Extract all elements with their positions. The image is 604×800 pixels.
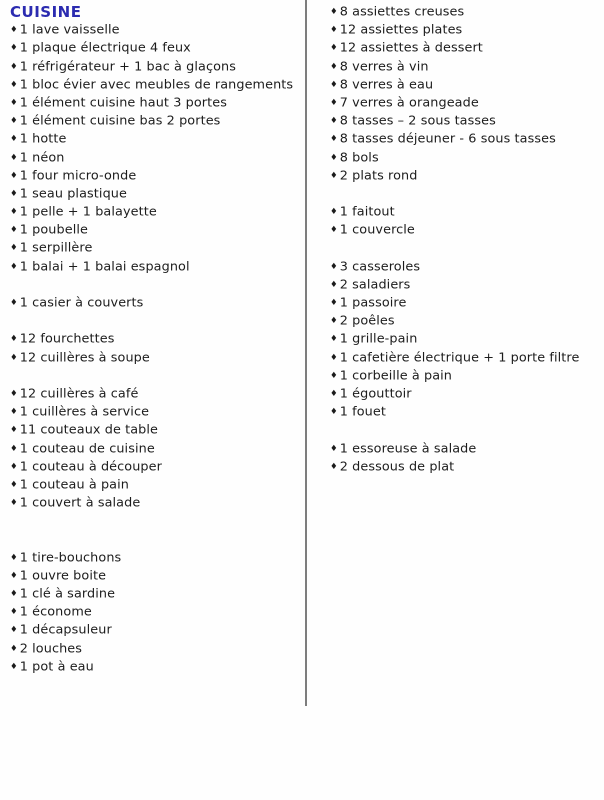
list-item: [10, 585, 298, 603]
list-item-text: 1 élément cuisine bas 2 portes: [19, 113, 221, 129]
list-item-text: 1 clé à sardine: [19, 586, 116, 602]
diamond-bullet-icon: ♦: [10, 134, 18, 145]
diamond-bullet-icon: ♦: [330, 334, 338, 345]
right-column: [330, 3, 598, 476]
list-item-text: 3 casseroles: [339, 259, 421, 275]
list-item-text: 8 bols: [339, 150, 379, 165]
list-item-text: 1 balai + 1 balai espagnol: [19, 259, 190, 275]
list-item: [10, 149, 298, 167]
list-item: [10, 203, 298, 221]
blank-line: [10, 367, 298, 385]
list-item: [10, 21, 298, 39]
diamond-bullet-icon: ♦: [330, 7, 338, 17]
list-item-text: 1 décapsuleur: [19, 622, 112, 638]
diamond-bullet-icon: ♦: [10, 97, 18, 108]
list-item-text: 1 couvert à salade: [19, 495, 141, 511]
list-item: [10, 621, 298, 639]
diamond-bullet-icon: ♦: [330, 461, 338, 472]
list-item: [10, 349, 298, 367]
list-item: [330, 349, 598, 367]
diamond-bullet-icon: ♦: [330, 279, 338, 290]
list-item-text: 1 hotte: [19, 131, 67, 147]
diamond-bullet-icon: ♦: [330, 407, 338, 418]
list-item: [330, 130, 598, 148]
list-item-text: 2 saladiers: [339, 277, 411, 293]
diamond-bullet-icon: ♦: [10, 261, 18, 272]
list-item-text: 2 louches: [19, 641, 83, 657]
list-item: [330, 330, 598, 348]
diamond-bullet-icon: ♦: [10, 298, 18, 308]
list-item-text: 1 couteau à pain: [19, 477, 129, 493]
diamond-bullet-icon: ♦: [10, 643, 18, 654]
list-item-text: 1 fouet: [339, 404, 386, 420]
diamond-bullet-icon: ♦: [330, 207, 338, 218]
list-item: [10, 221, 298, 239]
diamond-bullet-icon: ♦: [10, 570, 18, 581]
diamond-bullet-icon: ♦: [330, 79, 338, 90]
list-item-text: 1 faitout: [339, 204, 395, 220]
list-item-text: 2 plats rond: [339, 168, 418, 184]
blank-line: [330, 239, 598, 257]
list-item: [330, 258, 598, 276]
list-item: [330, 221, 598, 239]
list-item: [10, 458, 298, 476]
list-item: [330, 167, 598, 185]
blank-line: [330, 421, 598, 439]
list-item: [10, 603, 298, 621]
diamond-bullet-icon: ♦: [10, 352, 18, 363]
list-item: [10, 294, 298, 312]
list-item: [10, 167, 298, 185]
list-item-text: 11 couteaux de table: [19, 422, 159, 438]
diamond-bullet-icon: ♦: [330, 316, 338, 327]
diamond-bullet-icon: ♦: [10, 661, 18, 672]
list-item-text: 2 dessous de plat: [339, 459, 455, 475]
list-item-text: 1 bloc évier avec meubles de rangements: [19, 77, 294, 93]
list-item: [330, 385, 598, 403]
list-item: [10, 658, 298, 676]
blank-line: [330, 185, 598, 203]
diamond-bullet-icon: ♦: [10, 207, 18, 218]
diamond-bullet-icon: ♦: [10, 552, 18, 563]
list-item: [10, 39, 298, 57]
list-item: [330, 312, 598, 330]
list-item: [330, 3, 598, 21]
blank-line: [10, 312, 298, 330]
list-item: [330, 39, 598, 57]
list-item-text: 12 fourchettes: [19, 331, 115, 347]
diamond-bullet-icon: ♦: [330, 116, 338, 127]
diamond-bullet-icon: ♦: [10, 625, 18, 636]
list-item: [330, 403, 598, 421]
blank-line: [10, 530, 298, 548]
diamond-bullet-icon: ♦: [10, 225, 18, 236]
list-item-text: 1 four micro-onde: [19, 168, 137, 184]
list-item: [10, 185, 298, 203]
list-item: [330, 21, 598, 39]
left-column: [10, 3, 298, 676]
diamond-bullet-icon: ♦: [10, 243, 18, 254]
diamond-bullet-icon: ♦: [10, 25, 18, 36]
list-item-text: 8 verres à eau: [339, 77, 434, 93]
list-item: [10, 94, 298, 112]
diamond-bullet-icon: ♦: [330, 97, 338, 108]
list-item-text: 1 casier à couverts: [19, 295, 144, 311]
list-item: [10, 130, 298, 148]
list-item-text: 8 tasses – 2 sous tasses: [339, 113, 496, 129]
list-item: [10, 330, 298, 348]
diamond-bullet-icon: ♦: [330, 134, 338, 145]
list-item-text: 1 tire-bouchons: [19, 550, 122, 566]
list-item-text: 1 couvercle: [339, 222, 415, 238]
list-item-text: 1 couteau de cuisine: [19, 441, 155, 456]
list-item: [10, 421, 298, 439]
list-item: [330, 203, 598, 221]
blank-line: [10, 276, 298, 294]
list-item-text: 1 poubelle: [19, 222, 88, 238]
diamond-bullet-icon: ♦: [10, 388, 18, 399]
list-item: [10, 549, 298, 567]
diamond-bullet-icon: ♦: [330, 61, 338, 72]
list-item-text: 1 corbeille à pain: [339, 368, 453, 384]
diamond-bullet-icon: ♦: [10, 498, 18, 509]
list-item-text: 1 lave vaisselle: [19, 22, 120, 38]
list-item: [10, 385, 298, 403]
diamond-bullet-icon: ♦: [10, 188, 18, 199]
list-item-text: 1 égouttoir: [339, 386, 412, 402]
right-column-items: [330, 3, 598, 476]
diamond-bullet-icon: ♦: [10, 443, 18, 454]
blank-line: [10, 512, 298, 530]
diamond-bullet-icon: ♦: [10, 152, 18, 163]
diamond-bullet-icon: ♦: [330, 261, 338, 272]
list-item: [330, 367, 598, 385]
diamond-bullet-icon: ♦: [10, 116, 18, 127]
list-item-text: 1 pot à eau: [19, 659, 94, 675]
diamond-bullet-icon: ♦: [10, 479, 18, 490]
diamond-bullet-icon: ♦: [10, 461, 18, 472]
diamond-bullet-icon: ♦: [10, 43, 18, 54]
list-item-text: 1 cuillères à service: [19, 404, 150, 420]
list-item-text: 1 élément cuisine haut 3 portes: [19, 95, 227, 111]
list-item-text: 1 couteau à découper: [19, 459, 162, 475]
diamond-bullet-icon: ♦: [10, 607, 18, 618]
diamond-bullet-icon: ♦: [10, 589, 18, 599]
diamond-bullet-icon: ♦: [10, 170, 18, 181]
list-item: [330, 76, 598, 94]
list-item: [10, 403, 298, 421]
list-item-text: 1 passoire: [339, 295, 407, 311]
list-item-text: 8 tasses déjeuner - 6 sous tasses: [339, 131, 556, 147]
list-item-text: 1 essoreuse à salade: [339, 441, 477, 456]
diamond-bullet-icon: ♦: [330, 370, 338, 381]
list-item: [330, 458, 598, 476]
diamond-bullet-icon: ♦: [330, 152, 338, 163]
list-item-text: 1 serpillère: [19, 240, 93, 256]
list-item: [10, 640, 298, 658]
list-item-text: 12 assiettes plates: [339, 22, 463, 38]
list-item: [330, 276, 598, 294]
list-item: [10, 567, 298, 585]
column-divider: [305, 0, 307, 706]
list-item-text: 1 réfrigérateur + 1 bac à glaçons: [19, 59, 236, 75]
list-item-text: 1 grille-pain: [339, 331, 418, 347]
list-item: [10, 239, 298, 257]
diamond-bullet-icon: ♦: [330, 298, 338, 308]
diamond-bullet-icon: ♦: [330, 225, 338, 236]
list-item-text: 12 assiettes à dessert: [339, 40, 483, 56]
diamond-bullet-icon: ♦: [10, 407, 18, 418]
list-item-text: 1 économe: [19, 604, 92, 620]
list-item-text: 12 cuillères à soupe: [19, 350, 150, 366]
list-item: [330, 294, 598, 312]
diamond-bullet-icon: ♦: [10, 334, 18, 345]
list-item: [10, 112, 298, 130]
list-item: [10, 76, 298, 94]
list-item: [10, 476, 298, 494]
diamond-bullet-icon: ♦: [330, 170, 338, 181]
list-item-text: 7 verres à orangeade: [339, 95, 479, 111]
list-item-text: 1 pelle + 1 balayette: [19, 204, 157, 220]
diamond-bullet-icon: ♦: [330, 352, 338, 363]
left-column-items: [10, 21, 298, 676]
list-item-text: 1 seau plastique: [19, 186, 127, 202]
diamond-bullet-icon: ♦: [330, 25, 338, 36]
list-item: [10, 440, 298, 458]
list-item-text: 1 plaque électrique 4 feux: [19, 40, 191, 56]
list-item-text: 8 verres à vin: [339, 59, 429, 75]
list-item: [330, 112, 598, 130]
list-item: [330, 94, 598, 112]
list-item-text: 1 néon: [19, 150, 65, 165]
diamond-bullet-icon: ♦: [10, 79, 18, 90]
list-item-text: 1 ouvre boite: [19, 568, 107, 584]
page-title: CUISINE: [10, 3, 82, 21]
list-item: [10, 494, 298, 512]
diamond-bullet-icon: ♦: [330, 443, 338, 454]
list-item: [10, 258, 298, 276]
diamond-bullet-icon: ♦: [330, 388, 338, 399]
diamond-bullet-icon: ♦: [330, 43, 338, 54]
list-item: [330, 58, 598, 76]
diamond-bullet-icon: ♦: [10, 425, 18, 436]
list-item-text: 12 cuillères à café: [19, 386, 139, 402]
list-item: [330, 440, 598, 458]
list-item-text: 8 assiettes creuses: [339, 4, 465, 20]
diamond-bullet-icon: ♦: [10, 61, 18, 72]
list-item: [330, 149, 598, 167]
list-item-text: 2 poêles: [339, 313, 395, 329]
list-item: [10, 58, 298, 76]
list-item-text: 1 cafetière électrique + 1 porte filtre: [339, 350, 580, 366]
